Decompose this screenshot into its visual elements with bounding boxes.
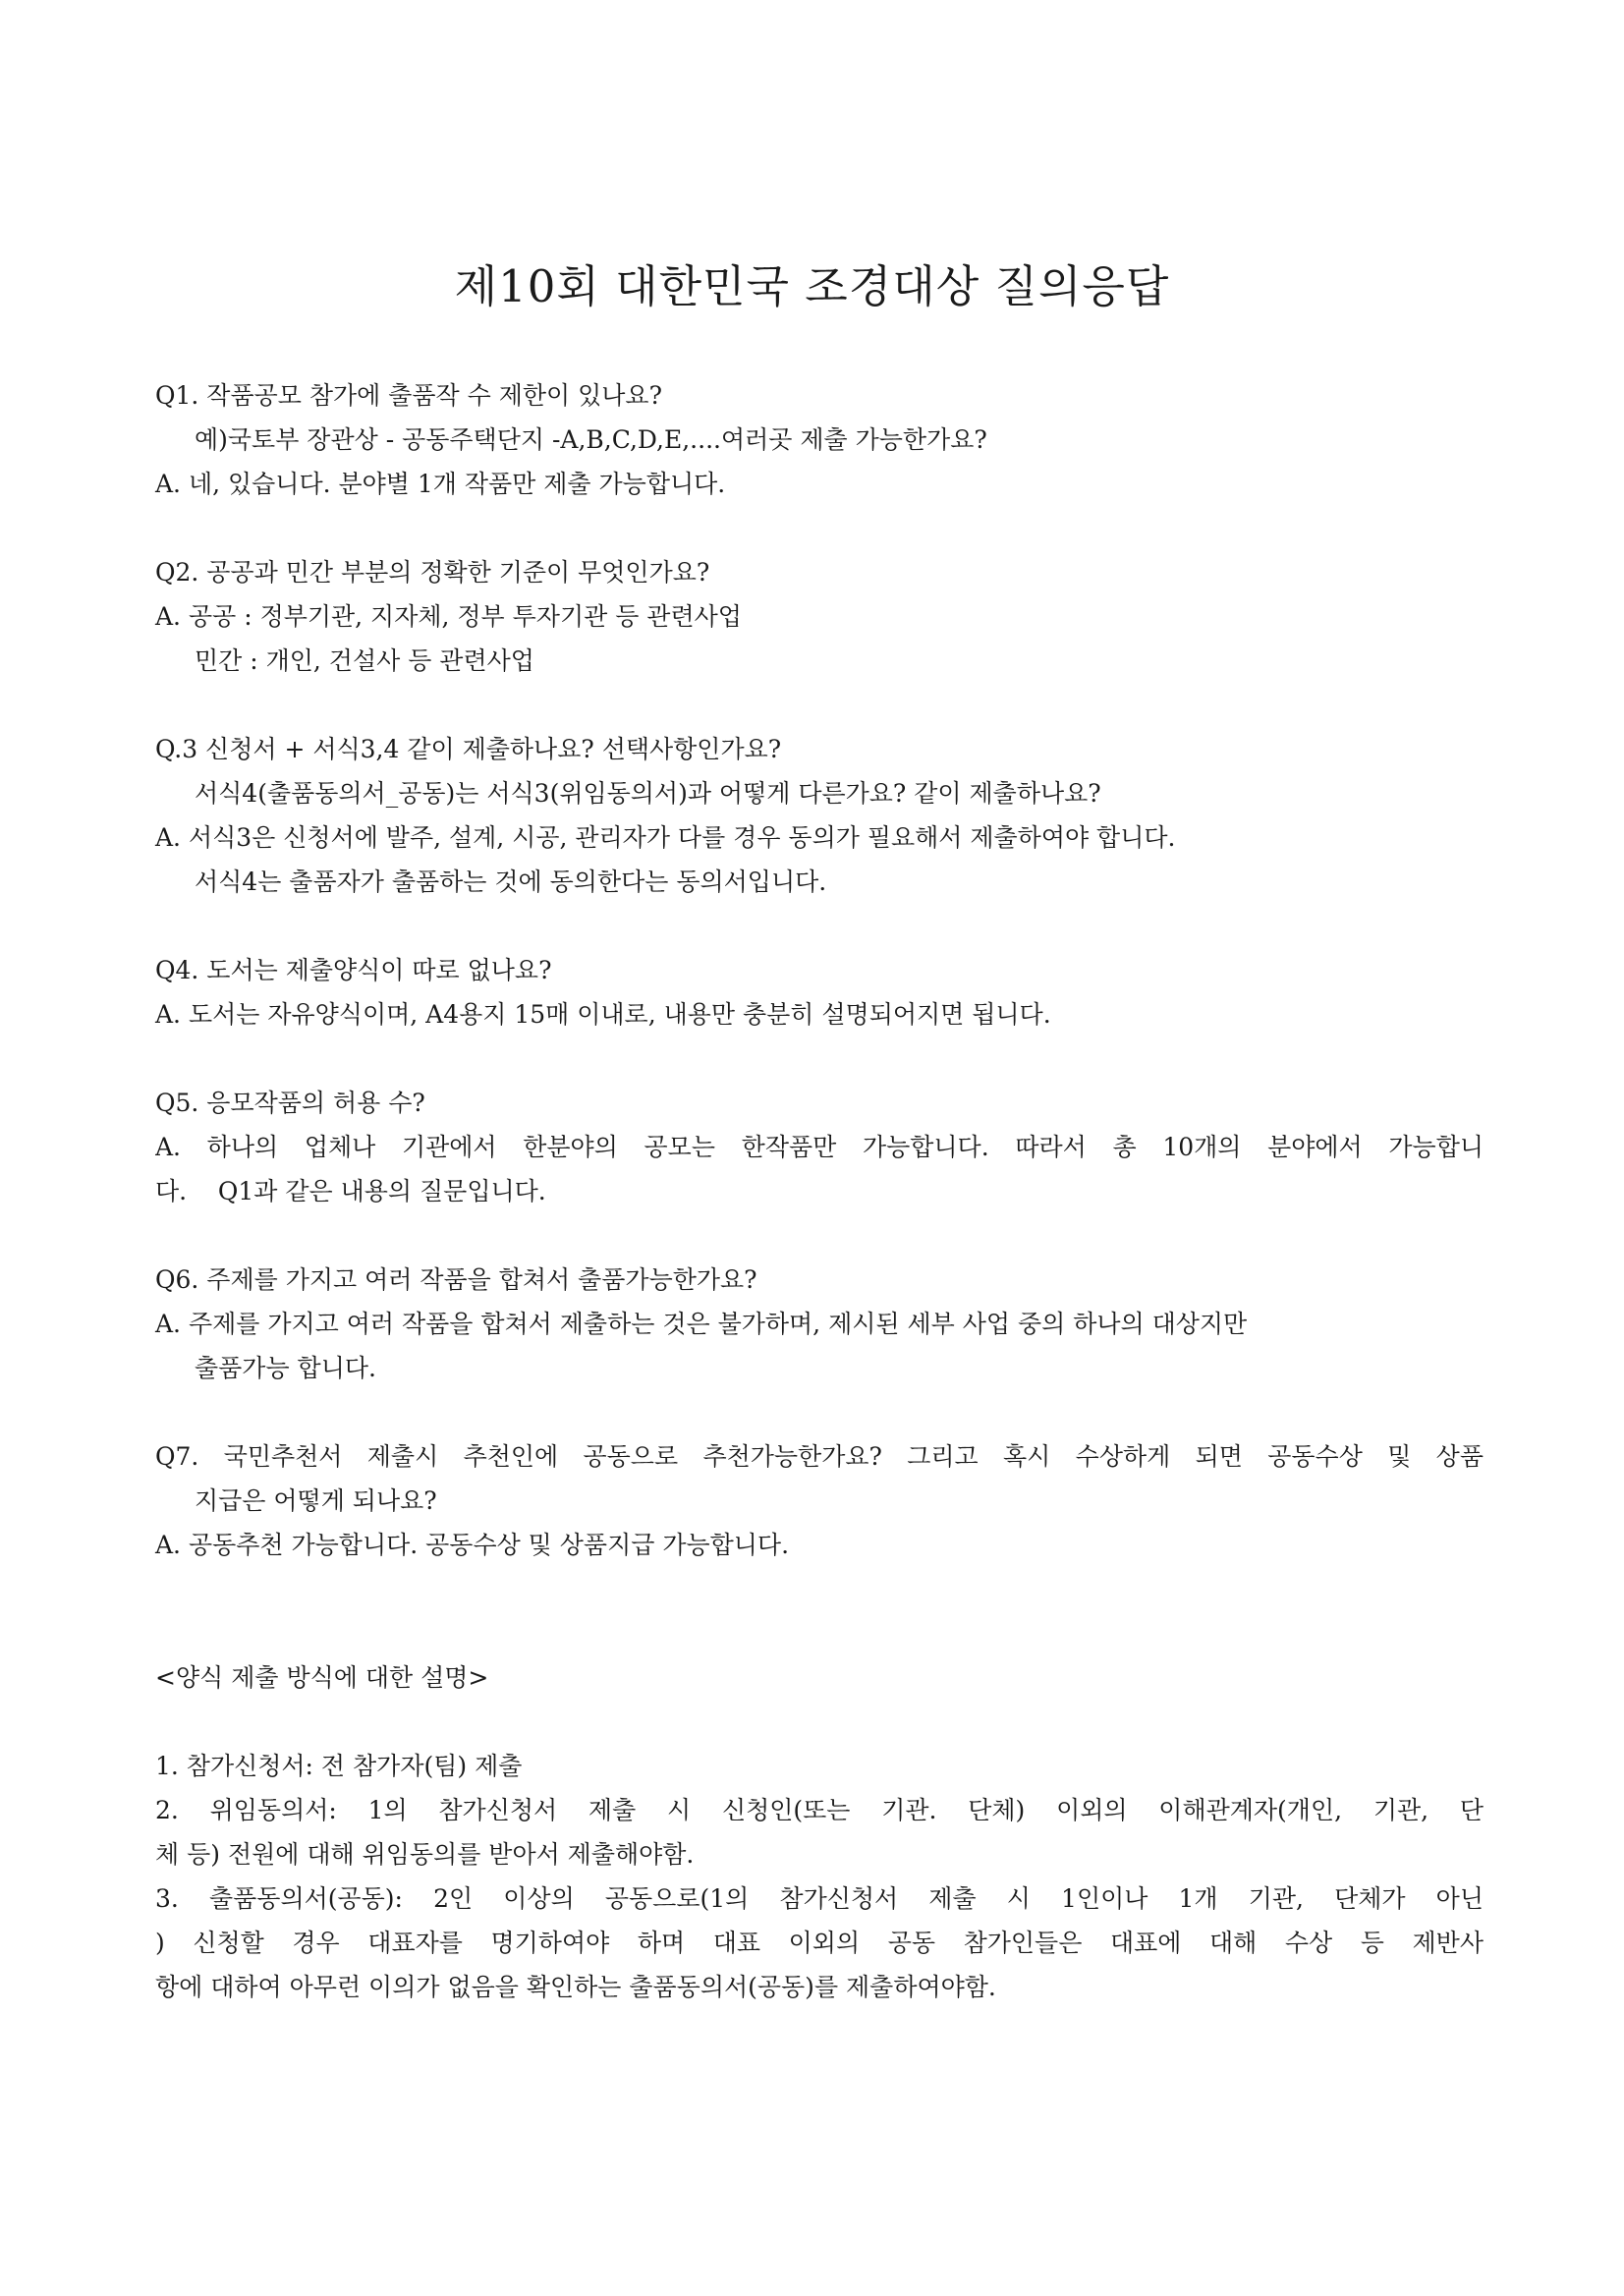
question-text: 서식4(출품동의서_공동)는 서식3(위임동의서)과 어떻게 다른가요? 같이 제출하나요? — [195, 779, 1101, 808]
question-text: Q2. 공공과 민간 부분의 정확한 기준이 무엇인가요? — [155, 558, 710, 587]
answer-text: 서식4는 출품자가 출품하는 것에 동의한다는 동의서입니다. — [195, 868, 827, 896]
qa-item-4 — [155, 948, 1484, 1036]
forms-item-1 — [155, 1744, 1484, 1788]
forms-text: 2. 위임동의서: 1의 참가신청서 제출 시 신청인(또는 기관. 단체) 이외의 이해관계자(개인, 기관, 단 — [155, 1796, 1484, 1824]
forms-item-2 — [155, 1788, 1484, 1876]
answer-text: A. 서식3은 신청서에 발주, 설계, 시공, 관리자가 다를 경우 동의가 필요해서 제출하여야 합니다. — [155, 823, 1176, 852]
question-text: 예)국토부 장관상 - 공동주택단지 -A,B,C,D,E,....여러곳 제출 가능한가요? — [195, 425, 987, 454]
qa-item-7 — [155, 1434, 1484, 1567]
qa-item-1 — [155, 373, 1484, 506]
forms-text: 체 등) 전원에 대해 위임동의를 받아서 제출해야함. — [155, 1840, 695, 1869]
qa-item-2 — [155, 550, 1484, 683]
question-text: Q6. 주제를 가지고 여러 작품을 합쳐서 출품가능한가요? — [155, 1265, 757, 1294]
answer-text: A. 공공 : 정부기관, 지자체, 정부 투자기관 등 관련사업 — [155, 602, 742, 631]
forms-text: 3. 출품동의서(공동): 2인 이상의 공동으로(1의 참가신청서 제출 시 1인이나 1개 기관, 단체가 아닌 — [155, 1884, 1484, 1913]
question-text: Q7. 국민추천서 제출시 추천인에 공동으로 추천가능한가요? 그리고 혹시 수상하게 되면 공동수상 및 상품 — [155, 1442, 1484, 1471]
answer-text: 출품가능 합니다. — [195, 1354, 376, 1382]
answer-text: 민간 : 개인, 건설사 등 관련사업 — [195, 646, 534, 675]
qa-item-3 — [155, 727, 1484, 904]
document-title: 제10회 대한민국 조경대상 질의응답 — [454, 260, 1170, 312]
forms-heading: <양식 제출 방식에 대한 설명> — [155, 1663, 489, 1692]
answer-text: A. 네, 있습니다. 분야별 1개 작품만 제출 가능합니다. — [155, 470, 726, 498]
question-text: Q1. 작품공모 참가에 출품작 수 제한이 있나요? — [155, 381, 662, 410]
question-text: Q.3 신청서 + 서식3,4 같이 제출하나요? 선택사항인가요? — [155, 735, 782, 763]
forms-item-3 — [155, 1876, 1484, 2009]
qa-item-6 — [155, 1258, 1484, 1390]
answer-text: A. 주제를 가지고 여러 작품을 합쳐서 제출하는 것은 불가하며, 제시된 세부 사업 중의 하나의 대상지만 — [155, 1310, 1248, 1338]
forms-text: ) 신청할 경우 대표자를 명기하여야 하며 대표 이외의 공동 참가인들은 대표에 대해 수상 등 제반사 — [155, 1929, 1484, 1957]
answer-text: A. 공동추천 가능합니다. 공동수상 및 상품지급 가능합니다. — [155, 1531, 790, 1559]
question-text: Q4. 도서는 제출양식이 따로 없나요? — [155, 956, 552, 984]
answer-text: A. 하나의 업체나 기관에서 한분야의 공모는 한작품만 가능합니다. 따라서 총 10개의 분야에서 가능합니 — [155, 1133, 1484, 1161]
forms-text: 1. 참가신청서: 전 참가자(팀) 제출 — [155, 1752, 523, 1780]
answer-text: 다. Q1과 같은 내용의 질문입니다. — [155, 1177, 546, 1205]
document-body — [155, 373, 1484, 2009]
qa-item-5 — [155, 1081, 1484, 1213]
forms-text: 항에 대하여 아무런 이의가 없음을 확인하는 출품동의서(공동)를 제출하여야함. — [155, 1973, 996, 2001]
question-text: Q5. 응모작품의 허용 수? — [155, 1089, 425, 1117]
question-text: 지급은 어떻게 되나요? — [195, 1486, 437, 1515]
answer-text: A. 도서는 자유양식이며, A4용지 15매 이내로, 내용만 충분히 설명되어지면 됩니다. — [155, 1000, 1051, 1029]
